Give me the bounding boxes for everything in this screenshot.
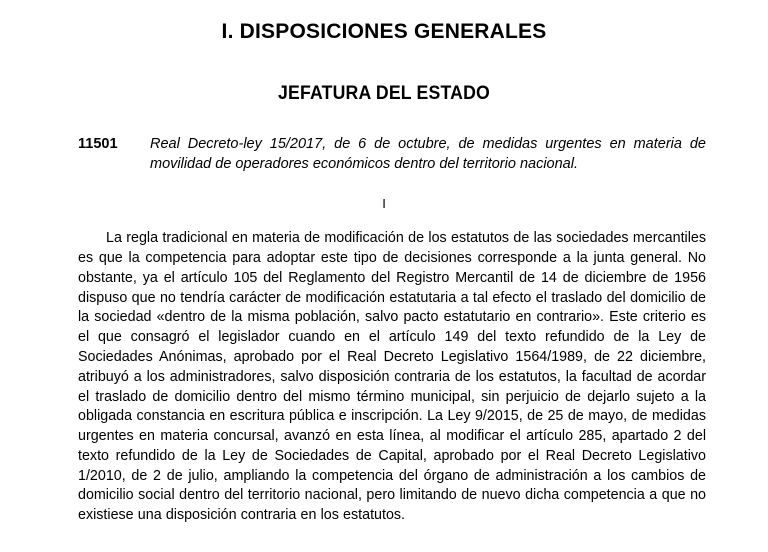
page-title: I. DISPOSICIONES GENERALES [221, 20, 547, 43]
document-page [0, 20, 768, 552]
document-issuer-heading: JEFATURA DEL ESTADO [277, 83, 490, 104]
section-mark: I [382, 196, 386, 212]
entry-number: 11501 [78, 136, 118, 152]
body-paragraph: La regla tradicional en materia de modificación de los estatutos de las sociedades mercantiles es que la competencia para adoptar este tipo de decisiones corresponde a la junta general. No obstante, ya el artículo 105 del Reglamento del Registro Mercantil de 14 de diciembre de 1956 dispuso que no tendría carácter de modificación estatutaria a tal efecto el traslado del domicilio de la sociedad «dentro de la misma población, salvo pacto estatutario en contrario». Este criterio es el que consagró el legislador cuando en el artículo 149 del texto refundido de la Ley de Sociedades Anónimas, aprobado por el Real Decreto Legislativo 1564/1989, de 22 diciembre, atribuyó a los administradores, salvo disposición contraria de los estatutos, la facultad de acordar el traslado de domicilio dentro del mismo término municipal, sin perjuicio de dejarlo sujeto a la obligada constancia en escritura pública e inscripción. La Ley 9/2015, de 25 de mayo, de medidas urgentes en materia concursal, avanzó en esta línea, al modificar el artículo 285, apartado 2 del texto refundido de la Ley de Sociedades de Capital, aprobado por el Real Decreto Legislativo 1/2010, de 2 de julio, ampliando la competencia del órgano de administración a los cambios de domicilio social dentro del territorio nacional, pero limitando de nuevo dicha competencia a que no existiese una disposición contraria en los estatutos. [78, 230, 706, 524]
entry-heading: Real Decreto-ley 15/2017, de 6 de octubre, de medidas urgentes en materia de movilidad de operadores económicos dentro del territorio nacional. [150, 136, 706, 172]
document-entry [0, 135, 768, 174]
